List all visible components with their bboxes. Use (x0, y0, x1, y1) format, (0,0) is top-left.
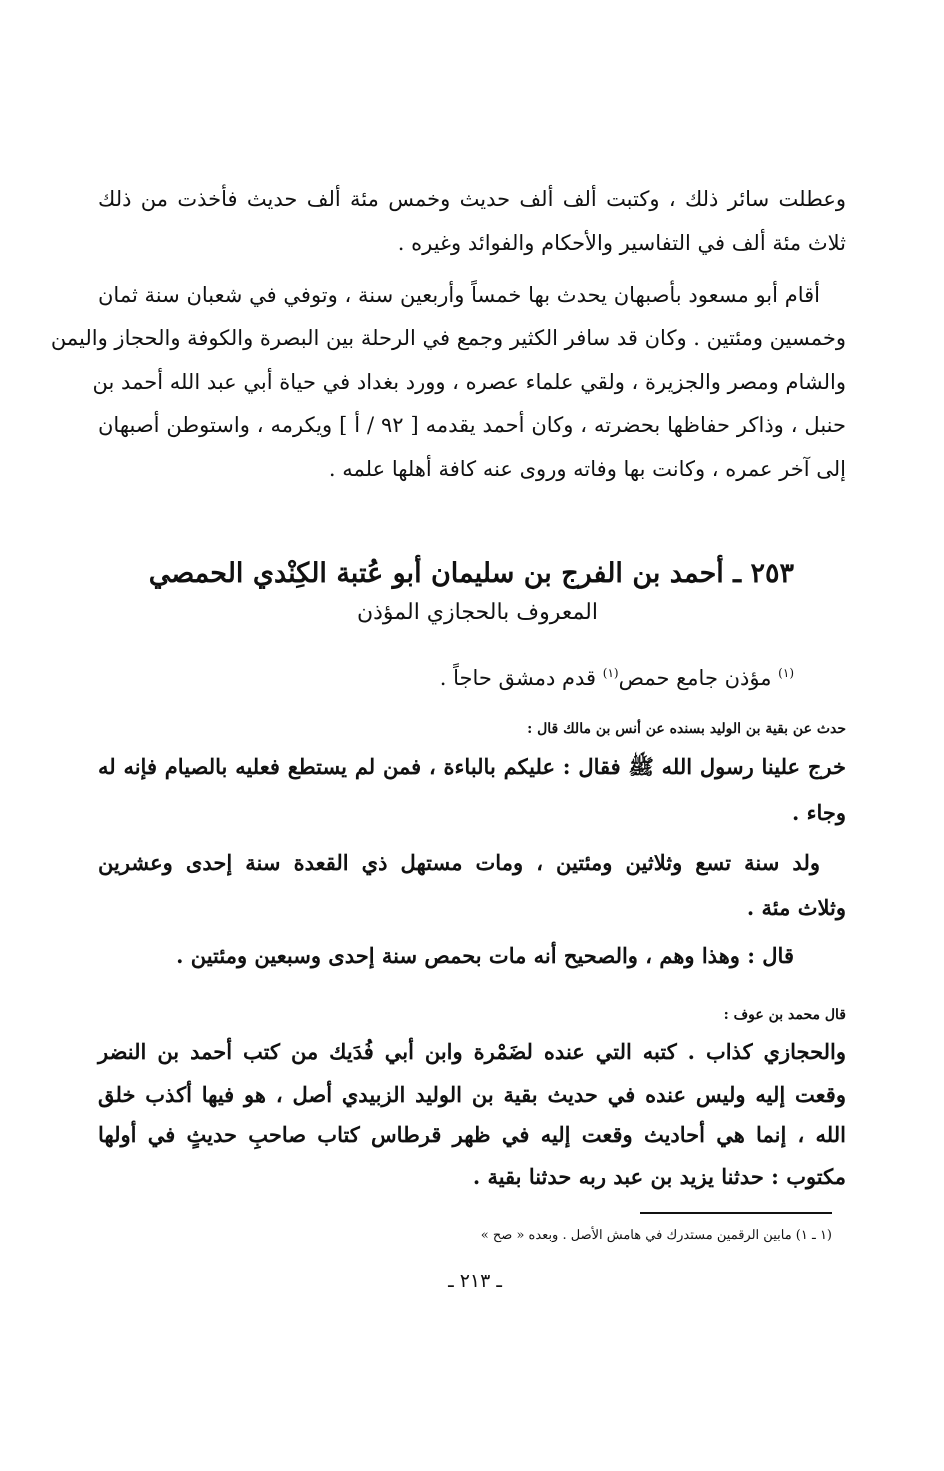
text-line: الله ، إنما هي أحاديث وقعت إليه في ظهر قرطاس كتاب صاحبِ حديثٍ في أولها (98, 1122, 846, 1147)
text-line: والحجازي كذاب . كتبه التي عنده لضَمْرة وابن أبي فُدَيك من كتب أحمد بن النضر (98, 1039, 846, 1064)
hadith-line: وجاء . (791, 800, 846, 825)
text-line: أقام أبو مسعود بأصبهان يحدث بها خمساً وأربعين سنة ، وتوفي في شعبان سنة ثمان (98, 283, 820, 307)
text-line: ولد سنة تسع وثلاثين ومئتين ، ومات مستهل ذي القعدة سنة إحدى وعشرين (98, 850, 820, 875)
hadith-intro: حدث عن بقية بن الوليد بسنده عن أنس بن مالك قال : (527, 721, 846, 737)
text-line: وعطلت سائر ذلك ، وكتبت ألف ألف حديث وخمس مئة ألف حديث فأخذت من ذلك (98, 187, 846, 211)
text-line: حنبل ، وذاكر حفاظها بحضرته ، وكان أحمد يقدمه [ ٩٢ / أ ] ويكرمه ، واستوطن أصبهان (98, 413, 846, 437)
entry-title: ٢٥٣ ـ أحمد بن الفرج بن سليمان أبو عُتبة الكِنْدي الحمصي (148, 558, 794, 589)
footnote: (١ ـ ١) مابين الرقمين مستدرك في هامش الأصل . وبعده « صح » (480, 1228, 832, 1243)
intro-text: قدم دمشق حاجاً . (439, 666, 603, 690)
entry-subtitle: المعروف بالحجازي المؤذن (356, 600, 598, 625)
footnote-marker: (١) (778, 666, 794, 680)
text-line: والشام ومصر والجزيرة ، ولقي علماء عصره ، وورد بغداد في حياة أبي عبد الله أحمد بن (92, 370, 846, 394)
qala-line: قال : وهذا وهم ، والصحيح أنه مات بحمص سنة إحدى وسبعين ومئتين . (176, 943, 794, 968)
text-line: إلى آخر عمره ، وكانت بها وفاته وروى عنه كافة أهلها علمه . (328, 457, 846, 481)
intro-text: مؤذن جامع حمص (618, 666, 779, 690)
page-number: ـ ٢١٣ ـ (448, 1270, 502, 1292)
footnote-rule (640, 1212, 832, 1214)
text-line: مكتوب : حدثنا يزيد بن عبد ربه حدثنا بقية . (472, 1164, 846, 1189)
text-line: وثلاث مئة . (746, 895, 846, 920)
text-line: ثلاث مئة ألف في التفاسير والأحكام والفوائد وغيره . (397, 231, 846, 255)
footnote-marker: (١) (602, 666, 619, 680)
hadith-line: خرج علينا رسول الله ﷺ فقال : عليكم بالباءة ، فمن لم يستطع فعليه بالصيام فإنه له (98, 754, 846, 779)
text-line: وقعت إليه وليس عنده في حديث بقية بن الوليد الزبيدي أصل ، هو فيها أكذب خلق (98, 1082, 846, 1107)
text-line: وخمسين ومئتين . وكان قد سافر الكثير وجمع في الرحلة بين البصرة والكوفة والحجاز واليمن (50, 326, 846, 350)
ibn-awf-intro: قال محمد بن عوف : (723, 1007, 846, 1023)
entry-intro (194, 658, 794, 693)
